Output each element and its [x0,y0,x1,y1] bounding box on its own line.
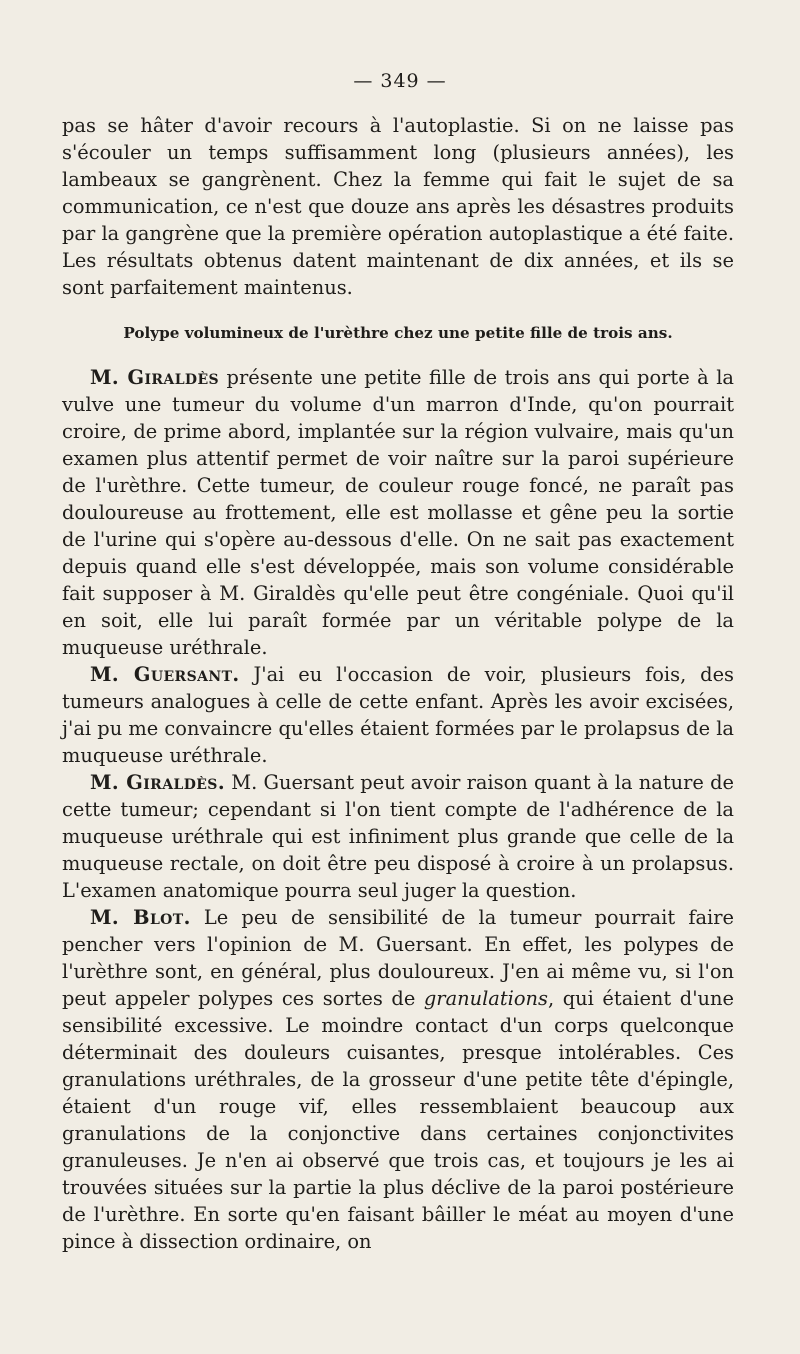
paragraph-guersant [62,661,734,769]
paragraph-text: M. Guersant peut avoir raison quant à la nature de cette tumeur; cependant si l'on tient compte de l'adhérence de la muqueuse uréthrale qui est infiniment plus grande que celle de la muqueuse rectale, on doit être peu disposé à croire à un prolapsus. L'examen anatomique pourra seul juger la question. [62,771,735,902]
paragraph-text: , qui étaient d'une sensibilité excessive. Le moindre contact d'un corps quelconque déterminait des douleurs cuisantes, presque intolérables. Ces granulations uréthrales, de la grosseur d'une petite tête d'épingle, étaient d'un rouge vif, elles ressemblaient beaucoup aux granulations de la conjonctive dans certaines conjonctivites granuleuses. Je n'en ai observé que trois cas, et toujours je les ai trouvées situées sur la partie la plus déclive de la paroi postérieure de l'urèthre. En sorte qu'en faisant bâiller le méat au moyen d'une pince à dissection ordinaire, on [62,987,734,1253]
paragraph-giraldes-2 [62,769,734,904]
page-number: — 349 — [353,70,447,92]
paragraph-blot [62,904,734,1255]
speaker-name: M. Blot. [90,906,191,929]
emphasized-term: granulations [423,987,548,1010]
intro-paragraph: pas se hâter d'avoir recours à l'autoplastie. Si on ne laisse pas s'écouler un temps suffisamment long (plusieurs années), les lambeaux se gangrènent. Chez la femme qui fait le sujet de sa communication, ce n'est que douze ans après les désastres produits par la gangrène que la première opération autoplastique a été faite. Les résultats obtenus datent maintenant de dix années, et ils se sont parfaitement maintenus. [62,114,734,299]
speaker-name: M. Guersant. [90,663,240,686]
speaker-name: M. Giraldès. [90,771,225,794]
paragraph-text: J'ai eu l'occasion de voir, plusieurs fois, des tumeurs analogues à celle de cette enfant. Après les avoir excisées, j'ai pu me convaincre qu'elles étaient formées par le prolapsus de la muqueuse uréthrale. [62,663,734,767]
paragraph-text: présente une petite fille de trois ans qui porte à la vulve une tumeur du volume d'un marron d'Inde, qu'on pourrait croire, de prime abord, implantée sur la région vulvaire, mais qu'un examen plus attentif permet de voir naître sur la paroi supérieure de l'urèthre. Cette tumeur, de couleur rouge foncé, ne paraît pas douloureuse au frottement, elle est mollasse et gêne peu la sortie de l'urine qui s'opère au-dessous d'elle. On ne sait pas exactement depuis quand elle s'est développée, mais son volume considérable fait supposer à M. Giraldès qu'elle peut être congéniale. Quoi qu'il en soit, elle lui paraît formée par un véritable polype de la muqueuse uréthrale. [62,366,734,659]
paragraph-giraldes-1 [62,364,734,661]
speaker-name: M. Giraldès [90,366,220,389]
paragraph-text: Le peu de sensibilité de la tumeur pourrait faire pencher vers l'opinion de M. Guersant. En effet, les polypes de l'urèthre sont, en général, plus douloureux. J'en ai même vu, si l'on peut appeler polypes ces sortes de [62,906,734,1010]
section-title: Polype volumineux de l'urèthre chez une petite fille de trois ans. [123,324,673,342]
page-body [62,112,734,1255]
